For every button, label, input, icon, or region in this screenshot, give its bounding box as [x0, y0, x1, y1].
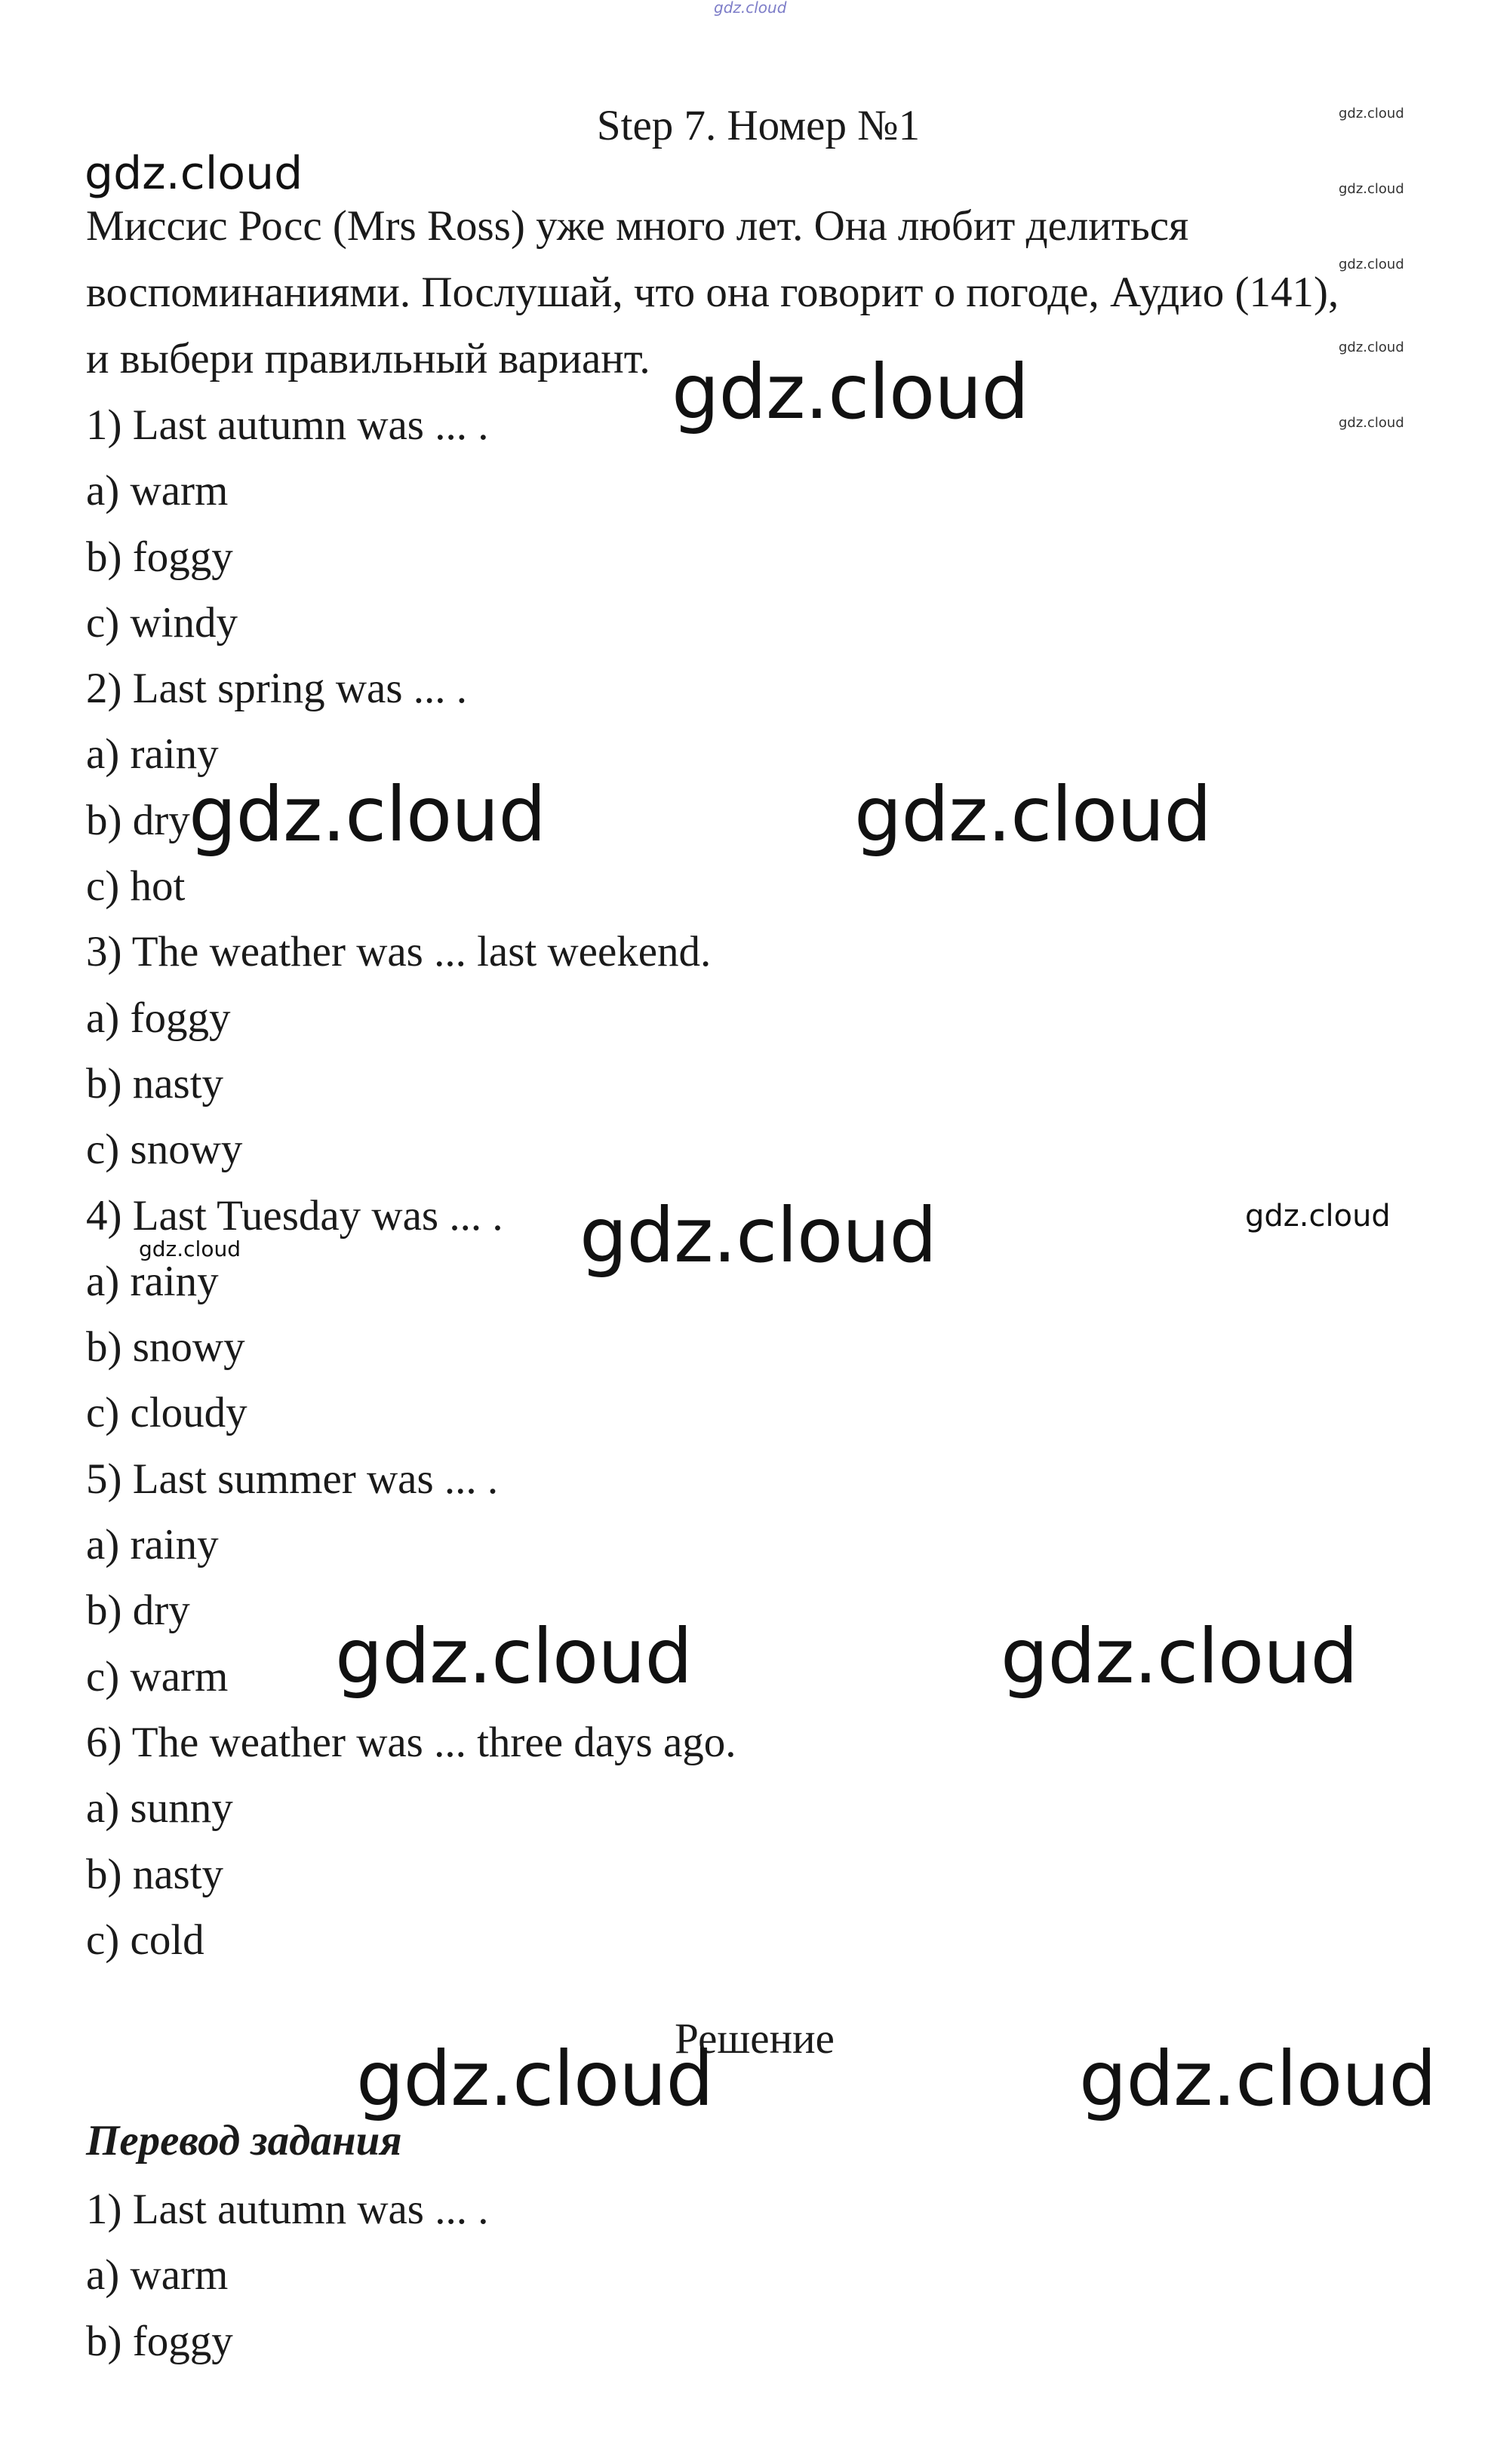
watermark: gdz.cloud — [1339, 339, 1404, 355]
watermark: gdz.cloud — [189, 770, 546, 859]
watermark: gdz.cloud — [85, 147, 303, 200]
question-2: 2) Last spring was ... . — [86, 665, 468, 713]
option: a) rainy — [86, 730, 219, 779]
option: b) nasty — [86, 1850, 224, 1898]
watermark-top: gdz.cloud — [714, 0, 787, 17]
watermark: gdz.cloud — [854, 770, 1212, 859]
option: a) rainy — [86, 1521, 219, 1569]
option: c) snowy — [86, 1126, 243, 1174]
watermark: gdz.cloud — [672, 348, 1029, 436]
option: b) snowy — [86, 1323, 245, 1372]
question-1: 1) Last autumn was ... . — [86, 401, 489, 449]
option: a) sunny — [86, 1784, 233, 1833]
option: c) hot — [86, 862, 186, 911]
intro-line: и выбери правильный вариант. — [86, 335, 650, 383]
option: a) warm — [86, 2251, 229, 2300]
solution-heading: Решение — [675, 2015, 835, 2063]
option: c) warm — [86, 1652, 229, 1701]
option: b) dry — [86, 796, 190, 844]
option: b) nasty — [86, 1059, 224, 1108]
option: a) rainy — [86, 1257, 219, 1305]
question-3: 3) The weather was ... last weekend. — [86, 928, 712, 976]
option: b) foggy — [86, 2317, 233, 2365]
watermark: gdz.cloud — [139, 1237, 241, 1261]
option: c) windy — [86, 598, 238, 647]
watermark: gdz.cloud — [580, 1191, 937, 1280]
option: a) warm — [86, 467, 229, 515]
question-5: 5) Last summer was ... . — [86, 1455, 499, 1503]
option: b) foggy — [86, 533, 233, 581]
option: b) dry — [86, 1587, 190, 1635]
exercise-list — [86, 392, 1369, 1973]
intro-line: Миссис Росс (Mrs Ross) уже много лет. Она любит делиться — [86, 202, 1189, 250]
option: c) cloudy — [86, 1389, 247, 1437]
option: a) foggy — [86, 994, 231, 1042]
intro-line: воспоминаниями. Послушай, что она говорит о погоде, Аудио (141), — [86, 269, 1339, 316]
watermark: gdz.cloud — [1339, 106, 1404, 121]
watermark: gdz.cloud — [356, 2035, 714, 2123]
watermark: gdz.cloud — [1339, 257, 1404, 272]
watermark: gdz.cloud — [1245, 1199, 1391, 1234]
watermark: gdz.cloud — [1339, 415, 1404, 431]
watermark: gdz.cloud — [1339, 181, 1404, 197]
watermark: gdz.cloud — [1001, 1612, 1358, 1701]
translation-heading: Перевод задания — [86, 2117, 402, 2164]
translation-list — [86, 2177, 1369, 2374]
option: c) cold — [86, 1916, 204, 1964]
question-4: 4) Last Tuesday was ... . — [86, 1191, 503, 1240]
task-intro — [86, 193, 1399, 392]
page-title: Step 7. Номер №1 — [596, 102, 921, 149]
watermark: gdz.cloud — [1079, 2035, 1437, 2123]
watermark: gdz.cloud — [335, 1612, 693, 1701]
question-6: 6) The weather was ... three days ago. — [86, 1718, 736, 1766]
translation-question-1: 1) Last autumn was ... . — [86, 2186, 489, 2233]
